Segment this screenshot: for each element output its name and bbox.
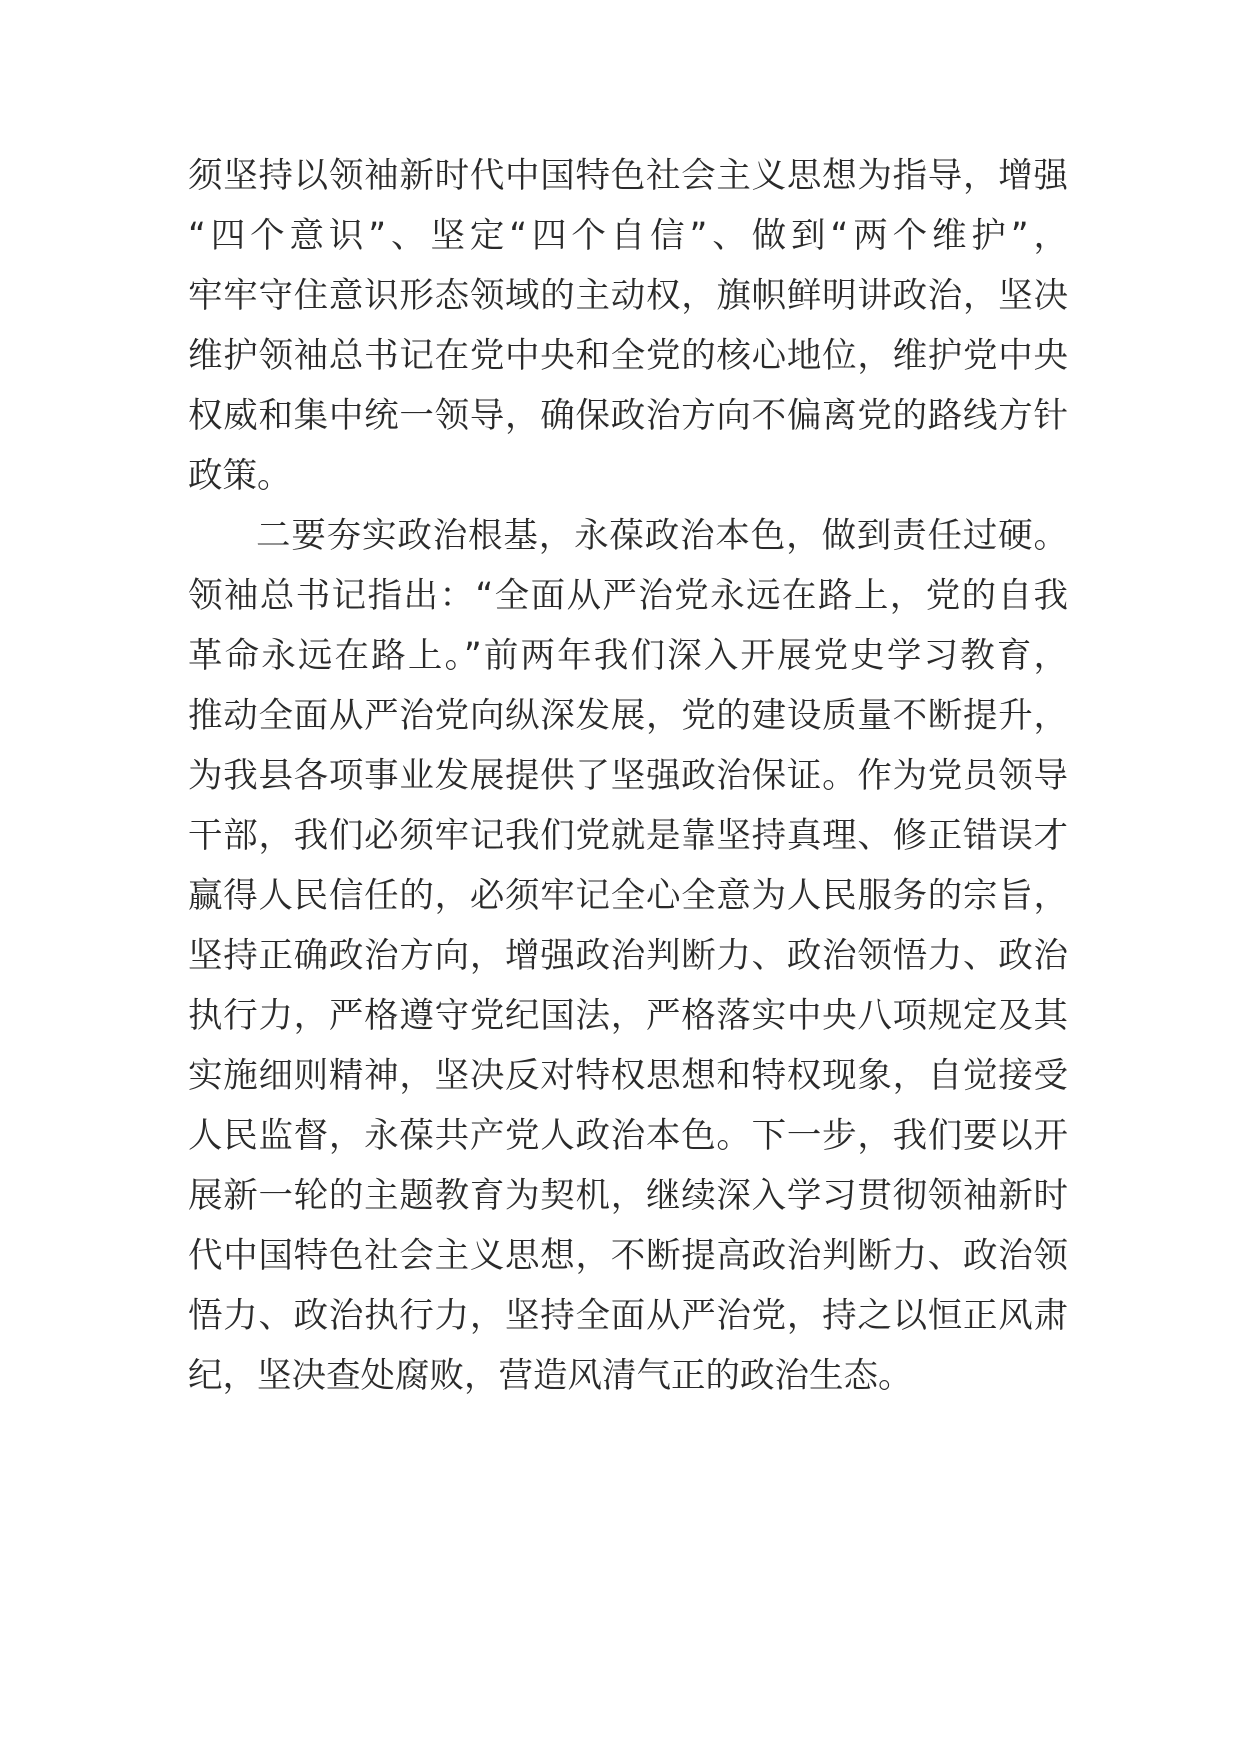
text-line-18: 展新一轮的主题教育为契机，继续深入学习贯彻领袖新时 <box>188 1176 1068 1216</box>
text-line-5: 权威和集中统一领导，确保政治方向不偏离党的路线方针 <box>188 396 1068 436</box>
text-line-1: 须坚持以领袖新时代中国特色社会主义思想为指导，增强 <box>188 156 1068 196</box>
text-line-17: 人民监督，永葆共产党人政治本色。下一步，我们要以开 <box>188 1116 1068 1156</box>
text-line-9: 革命永远在路上。”前两年我们深入开展党史学习教育， <box>188 636 1068 676</box>
paragraph-start-line: 二要夯实政治根基，永葆政治本色，做到责任过硬。 <box>256 516 1068 556</box>
text-line-20: 悟力、政治执行力，坚持全面从严治党，持之以恒正风肃 <box>188 1296 1068 1336</box>
text-line-21: 纪，坚决查处腐败，营造风清气正的政治生态。 <box>188 1356 913 1396</box>
text-line-13: 赢得人民信任的，必须牢记全心全意为人民服务的宗旨， <box>188 876 1068 916</box>
text-line-19: 代中国特色社会主义思想，不断提高政治判断力、政治领 <box>188 1236 1068 1276</box>
text-line-14: 坚持正确政治方向，增强政治判断力、政治领悟力、政治 <box>188 936 1068 976</box>
text-line-10: 推动全面从严治党向纵深发展，党的建设质量不断提升， <box>188 696 1068 736</box>
text-line-16: 实施细则精神，坚决反对特权思想和特权现象，自觉接受 <box>188 1056 1068 1096</box>
text-line-2: “四个意识”、坚定“四个自信”、做到“两个维护”， <box>188 216 1068 256</box>
text-line-11: 为我县各项事业发展提供了坚强政治保证。作为党员领导 <box>188 756 1068 796</box>
text-line-12: 干部，我们必须牢记我们党就是靠坚持真理、修正错误才 <box>188 816 1068 856</box>
text-line-6: 政策。 <box>188 456 292 496</box>
text-line-4: 维护领袖总书记在党中央和全党的核心地位，维护党中央 <box>188 336 1068 376</box>
text-line-3: 牢牢守住意识形态领域的主动权，旗帜鲜明讲政治，坚决 <box>188 276 1068 316</box>
text-line-8: 领袖总书记指出：“全面从严治党永远在路上，党的自我 <box>188 576 1068 616</box>
text-line-15: 执行力，严格遵守党纪国法，严格落实中央八项规定及其 <box>188 996 1068 1036</box>
